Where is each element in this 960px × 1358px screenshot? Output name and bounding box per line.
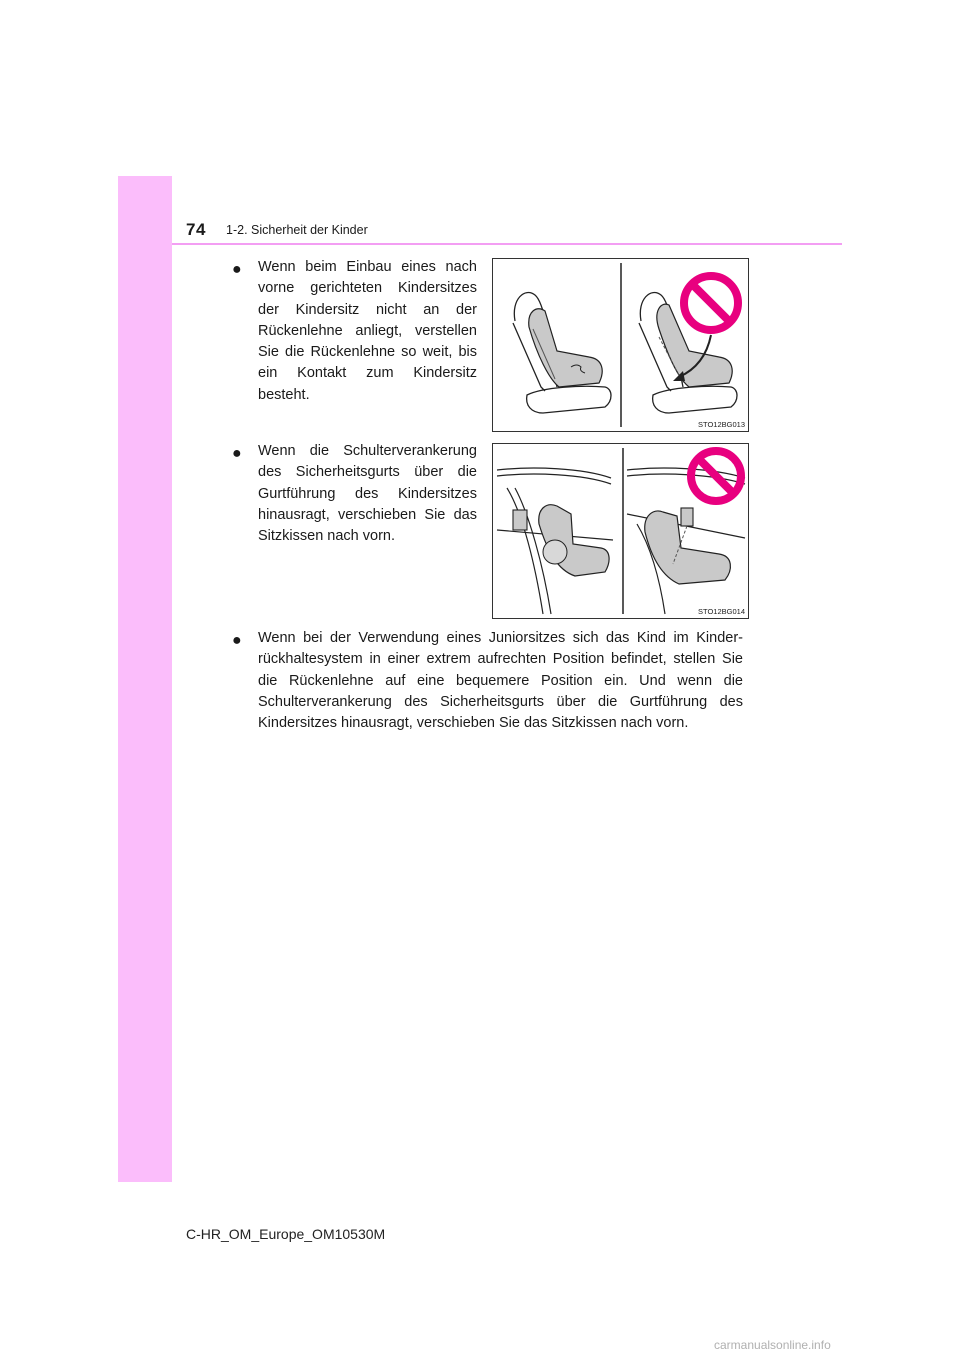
chapter-side-band [118,176,172,1182]
figure-code: STO12BG013 [698,420,745,429]
figure-seat-backrest [492,258,749,432]
document-id: C-HR_OM_Europe_OM10530M [186,1226,386,1242]
seat-backrest-illustration [493,259,748,431]
shoulder-anchor-illustration [493,444,748,618]
section-title: 1-2. Sicherheit der Kinder [226,223,368,237]
prohibition-icon [684,276,738,330]
instruction-text-1: Wenn beim Einbau eines nach vorne gerichteten Kindersitzes der Kindersitz nicht an der Rückenlehne anliegt, verstellen Sie die Rückenlehne so weit, bis ein Kontakt zum Kindersitz besteht. [258,259,477,403]
instruction-text-2: Wenn die Schulterverankerung des Sicherheitsgurts über die Gurtführung des Kindersitzes hinausragt, verschieben Sie das Sitzkissen nach vorn. [258,443,477,545]
bullet-icon: ● [232,261,242,278]
bullet-icon: ● [232,632,242,649]
figure-code: STO12BG014 [698,607,745,616]
page-number: 74 [186,220,206,239]
instruction-text-3: Wenn bei der Verwendung eines Juniorsitzes sich das Kind im Kinderrückhaltesystem in einer extrem aufrechten Position befindet, stellen Sie die Rückenlehne auf eine bequemere Position ein. Und wenn die Schulterverankerung des Sicherheitsgurts über die Gurtführung des Kindersitzes hinausragt, verschieben Sie das Sitzkissen nach vorn. [258,630,743,732]
watermark: carmanualsonline.info [714,1338,831,1352]
header-divider [172,243,842,245]
figure-shoulder-anchor [492,443,749,619]
bullet-icon: ● [232,445,242,462]
